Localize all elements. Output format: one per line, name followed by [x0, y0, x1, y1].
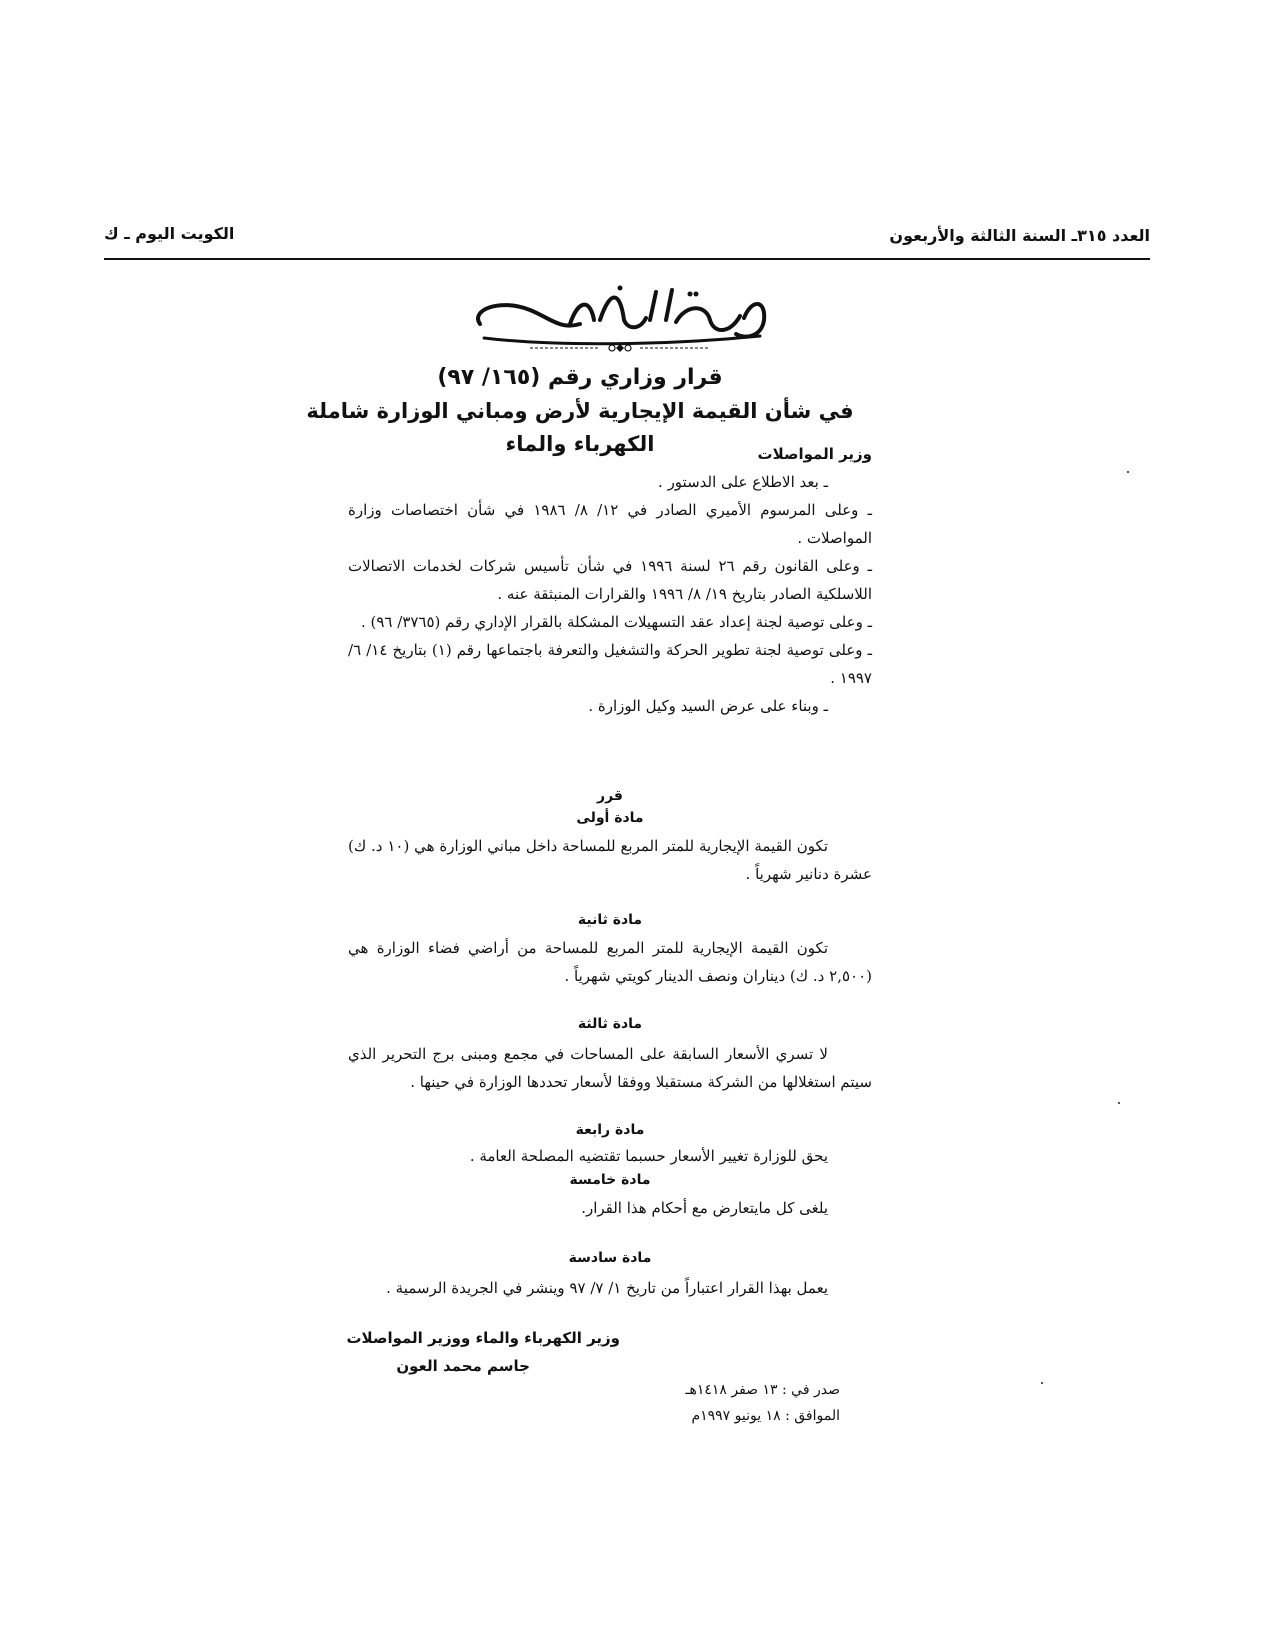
decree-title: قرار وزاري رقم (١٦٥/ ٩٧) [437, 365, 723, 390]
preamble-item: ـ وعلى القانون رقم ٢٦ لسنة ١٩٩٦ في شأن تأسيس شركات لخدمات الاتصالات اللاسلكية الصادر بتاريخ ١٩/ ٨/ ١٩٩٦ والقرارات المنبثقة عنه . [348, 557, 872, 603]
article-text: يحق للوزارة تغيير الأسعار حسبما تقتضيه المصلحة العامة . [469, 1147, 828, 1165]
preamble-item: ـ وعلى توصية لجنة تطوير الحركة والتشغيل والتعرفة باجتماعها رقم (١) بتاريخ ١٤/ ٦/ ١٩٩٧ . [348, 641, 873, 687]
scan-speck [1127, 471, 1129, 473]
minister-line: وزير المواصلات [757, 445, 872, 463]
scan-speck [1118, 1102, 1120, 1104]
gazette-name: الكويت اليوم ـ ك [104, 224, 235, 243]
decree-subject-line2: الكهرباء والماء [505, 432, 655, 456]
preamble-item: ـ وعلى توصية لجنة إعداد عقد التسهيلات المشكلة بالقرار الإداري رقم (٣٧٦٥/ ٩٦) . [360, 613, 872, 631]
preamble [348, 440, 872, 720]
signature-name: جاسم محمد العون [396, 1357, 530, 1375]
decree-subject-line1: في شأن القيمة الإيجارية لأرض ومباني الوزارة شاملة [306, 399, 854, 423]
article-text: لا تسري الأسعار السابقة على المساحات في مجمع ومبنى برج التحرير الذي سيتم استغلالها من الشركة مستقبلا ووفقا لأسعار تحددها الوزارة في حينها . [348, 1045, 872, 1091]
preamble-item: ـ وبناء على عرض السيد وكيل الوزارة . [588, 697, 828, 715]
article-heading: مادة ثالثة [577, 1016, 643, 1032]
article-text: يعمل بهذا القرار اعتباراً من تاريخ ١/ ٧/ ٩٧ وينشر في الجريدة الرسمية . [386, 1279, 828, 1297]
preamble-item: ـ بعد الاطلاع على الدستور . [658, 473, 828, 491]
article-heading: مادة رابعة [575, 1122, 645, 1138]
preamble-item: ـ وعلى المرسوم الأميري الصادر في ١٢/ ٨/ ١٩٨٦ في شأن اختصاصات وزارة المواصلات . [348, 501, 872, 547]
decides-heading: قرر [597, 788, 623, 804]
issued-date: صدر في : ١٣ صفر ١٤١٨هـ [685, 1382, 840, 1398]
signature-title: وزير الكهرباء والماء ووزير المواصلات [346, 1329, 620, 1347]
article-heading: مادة سادسة [568, 1250, 652, 1266]
scan-speck [1041, 1382, 1043, 1384]
article-text: تكون القيمة الإيجارية للمتر المربع للمساحة من أراضي فضاء الوزارة هي (٢,٥٠٠ د. ك) ديناران ونصف الدينار كويتي شهرياً . [348, 939, 872, 985]
ornament-divider [530, 342, 710, 354]
article-heading: مادة أولى [576, 810, 644, 826]
article-text: يلغى كل مايتعارض مع أحكام هذا القرار. [581, 1199, 828, 1217]
issue-info: العدد ٣١٥ـ السنة الثالثة والأربعون [889, 226, 1150, 245]
page-header [104, 224, 1150, 260]
article-text: تكون القيمة الإيجارية للمتر المربع للمساحة داخل مباني الوزارة هي (١٠ د. ك) عشرة دنانير شهرياً . [348, 837, 872, 883]
article-heading: مادة خامسة [569, 1172, 651, 1188]
corresponding-date: الموافق : ١٨ يونيو ١٩٩٧م [691, 1408, 840, 1424]
article-heading: مادة ثانية [577, 912, 643, 928]
